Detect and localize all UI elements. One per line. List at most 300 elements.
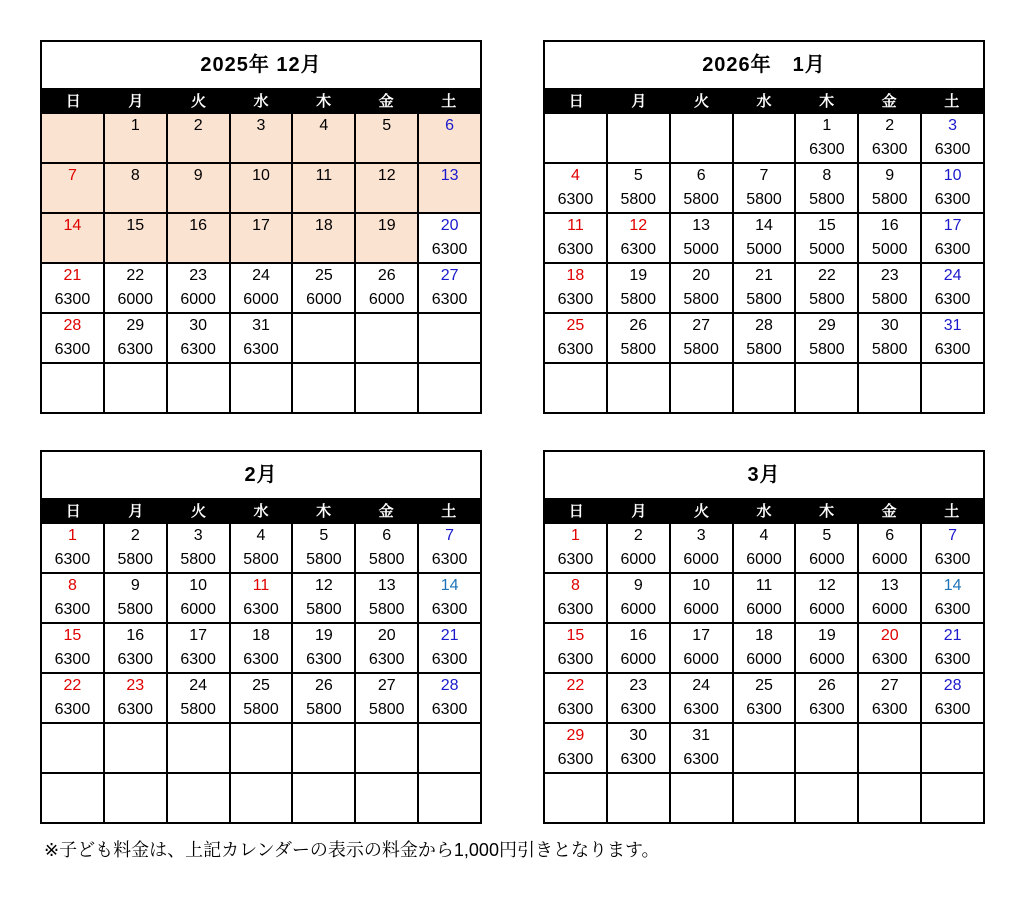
- day-number: 19: [314, 627, 333, 644]
- day-cell: [857, 214, 920, 262]
- day-price: [293, 338, 354, 362]
- day-number: [859, 364, 920, 388]
- day-cell: [920, 624, 983, 672]
- day-number: 9: [633, 577, 643, 594]
- week-row: [42, 672, 480, 722]
- day-price: [356, 748, 417, 772]
- day-cell: [732, 164, 795, 212]
- day-price: [922, 798, 983, 822]
- day-cell: [669, 364, 732, 412]
- day-cell: [291, 114, 354, 162]
- day-cell: [920, 524, 983, 572]
- day-cell: [606, 264, 669, 312]
- day-price: 6300: [243, 651, 279, 668]
- day-price: 5800: [871, 341, 908, 358]
- day-price: 5800: [746, 191, 782, 208]
- day-cell: [606, 164, 669, 212]
- day-cell: [545, 114, 606, 162]
- day-cell: [794, 624, 857, 672]
- day-price: 6300: [306, 651, 342, 668]
- day-cell: [166, 524, 229, 572]
- day-price: [168, 138, 229, 162]
- day-cell: [42, 524, 103, 572]
- weekday-header-row: [545, 500, 983, 524]
- day-number: [42, 114, 103, 138]
- day-cell: [417, 114, 480, 162]
- day-cell: [354, 574, 417, 622]
- day-cell: [606, 674, 669, 722]
- day-number: 15: [817, 217, 836, 234]
- day-number: 30: [189, 317, 208, 334]
- day-cell: [103, 314, 166, 362]
- day-cell: [166, 774, 229, 822]
- day-cell: [103, 574, 166, 622]
- day-number: [796, 774, 857, 798]
- day-number: 4: [759, 527, 769, 544]
- day-cell: [794, 314, 857, 362]
- day-number: 21: [63, 267, 82, 284]
- day-number: 14: [755, 217, 773, 234]
- day-number: 8: [67, 577, 77, 594]
- day-price: [356, 388, 417, 412]
- day-number: [671, 114, 732, 138]
- day-price: 6300: [746, 701, 782, 718]
- day-price: 5800: [368, 551, 405, 568]
- day-number: 20: [692, 267, 711, 284]
- day-price: 6300: [431, 601, 468, 618]
- day-price: 6300: [243, 341, 279, 358]
- day-price: [356, 238, 417, 262]
- day-price: 6300: [117, 341, 154, 358]
- day-cell: [417, 364, 480, 412]
- day-number: [734, 724, 795, 748]
- day-cell: [732, 264, 795, 312]
- day-number: 1: [570, 527, 580, 544]
- day-cell: [920, 114, 983, 162]
- day-cell: [354, 214, 417, 262]
- day-number: [293, 724, 354, 748]
- day-cell: [354, 524, 417, 572]
- day-cell: [103, 114, 166, 162]
- week-row: [545, 524, 983, 572]
- day-number: 24: [189, 677, 208, 694]
- day-cell: [103, 724, 166, 772]
- day-number: 26: [629, 317, 648, 334]
- weekday-label: 日: [568, 93, 584, 110]
- day-number: [231, 724, 292, 748]
- day-price: [42, 238, 103, 262]
- day-number: 21: [440, 627, 459, 644]
- weekday-label: 木: [819, 93, 835, 110]
- day-number: 10: [943, 167, 962, 184]
- day-number: 15: [63, 627, 82, 644]
- day-price: 6000: [620, 651, 657, 668]
- day-number: 18: [314, 217, 333, 234]
- day-price: [231, 188, 292, 212]
- week-row: [42, 524, 480, 572]
- day-price: 6300: [180, 651, 216, 668]
- day-number: [796, 364, 857, 388]
- day-number: 3: [696, 527, 706, 544]
- day-number: 8: [822, 167, 832, 184]
- day-price: 6300: [557, 651, 594, 668]
- day-number: [105, 364, 166, 388]
- day-price: 6000: [243, 291, 279, 308]
- day-number: [671, 364, 732, 388]
- day-price: 6000: [620, 551, 657, 568]
- day-price: 6300: [54, 701, 91, 718]
- calendar-mar: [543, 450, 985, 824]
- day-price: 6300: [431, 551, 468, 568]
- day-price: 6300: [934, 191, 971, 208]
- day-price: [671, 798, 732, 822]
- day-number: 14: [440, 577, 459, 594]
- day-price: [231, 798, 292, 822]
- weekday-label: 木: [819, 503, 835, 520]
- day-cell: [229, 724, 292, 772]
- day-number: [42, 364, 103, 388]
- weekday-label: 日: [568, 503, 584, 520]
- day-number: 27: [377, 677, 396, 694]
- day-number: 16: [629, 627, 648, 644]
- day-cell: [354, 774, 417, 822]
- day-cell: [794, 164, 857, 212]
- day-number: 10: [189, 577, 208, 594]
- day-cell: [166, 314, 229, 362]
- day-cell: [42, 774, 103, 822]
- day-number: 13: [377, 577, 396, 594]
- day-number: 17: [252, 217, 270, 234]
- day-cell: [732, 724, 795, 772]
- day-price: [168, 388, 229, 412]
- day-price: [168, 748, 229, 772]
- day-cell: [606, 774, 669, 822]
- day-price: [293, 748, 354, 772]
- day-number: 25: [755, 677, 773, 694]
- day-price: 5800: [871, 291, 908, 308]
- day-cell: [794, 674, 857, 722]
- day-cell: [103, 214, 166, 262]
- day-cell: [166, 364, 229, 412]
- day-cell: [732, 624, 795, 672]
- day-cell: [732, 774, 795, 822]
- day-price: 6300: [557, 551, 594, 568]
- day-number: 8: [570, 577, 580, 594]
- day-price: [231, 388, 292, 412]
- day-price: 6300: [557, 241, 594, 258]
- day-price: 6300: [54, 651, 91, 668]
- day-price: [734, 798, 795, 822]
- day-number: 23: [880, 267, 899, 284]
- day-cell: [417, 164, 480, 212]
- day-cell: [669, 164, 732, 212]
- day-number: [608, 774, 669, 798]
- day-number: [419, 314, 480, 338]
- day-cell: [857, 624, 920, 672]
- day-price: 6300: [809, 141, 845, 158]
- day-cell: [669, 674, 732, 722]
- day-cell: [545, 774, 606, 822]
- day-price: [796, 798, 857, 822]
- day-price: 6300: [871, 651, 908, 668]
- week-row: [42, 162, 480, 212]
- weekday-label: 火: [693, 503, 709, 520]
- day-cell: [354, 624, 417, 672]
- day-number: 6: [445, 117, 455, 134]
- day-cell: [417, 724, 480, 772]
- day-cell: [920, 214, 983, 262]
- weekday-label: 土: [944, 93, 960, 110]
- day-cell: [857, 574, 920, 622]
- day-number: 2: [633, 527, 643, 544]
- day-cell: [229, 164, 292, 212]
- day-number: [419, 724, 480, 748]
- week-row: [545, 362, 983, 412]
- day-number: [796, 724, 857, 748]
- day-cell: [291, 264, 354, 312]
- day-number: 23: [189, 267, 208, 284]
- day-number: 18: [566, 267, 585, 284]
- day-cell: [920, 574, 983, 622]
- day-price: [734, 748, 795, 772]
- day-price: 6300: [368, 651, 405, 668]
- day-price: [671, 388, 732, 412]
- day-price: 6300: [871, 701, 908, 718]
- weekday-label: 金: [881, 93, 897, 110]
- day-number: 27: [440, 267, 459, 284]
- day-price: 5800: [746, 341, 782, 358]
- day-number: 17: [692, 627, 711, 644]
- day-number: 19: [817, 627, 836, 644]
- day-number: 24: [252, 267, 270, 284]
- day-price: [105, 138, 166, 162]
- day-cell: [669, 724, 732, 772]
- day-cell: [732, 674, 795, 722]
- day-cell: [732, 314, 795, 362]
- day-number: [356, 314, 417, 338]
- weekday-label: 月: [128, 503, 144, 520]
- day-price: [105, 238, 166, 262]
- day-price: [231, 138, 292, 162]
- day-cell: [291, 724, 354, 772]
- day-number: [922, 724, 983, 748]
- day-number: 22: [817, 267, 836, 284]
- day-number: 31: [252, 317, 270, 334]
- day-price: 6000: [180, 601, 216, 618]
- day-number: [734, 774, 795, 798]
- day-number: 12: [629, 217, 648, 234]
- week-row: [545, 312, 983, 362]
- day-number: 11: [315, 167, 333, 184]
- day-price: 6300: [180, 341, 216, 358]
- week-row: [545, 212, 983, 262]
- day-cell: [794, 524, 857, 572]
- day-number: 29: [566, 727, 585, 744]
- day-price: [356, 338, 417, 362]
- day-cell: [857, 724, 920, 772]
- day-cell: [354, 114, 417, 162]
- weekday-label: 火: [190, 503, 206, 520]
- day-price: [859, 388, 920, 412]
- day-number: 9: [885, 167, 895, 184]
- child-price-note: ※子ども料金は、上記カレンダーの表示の料金から1,000円引きとなります。: [44, 840, 660, 860]
- calendar-title: 3月: [545, 452, 983, 500]
- day-cell: [794, 114, 857, 162]
- weekday-label: 火: [190, 93, 206, 110]
- day-number: [168, 774, 229, 798]
- day-price: 6300: [557, 291, 594, 308]
- day-price: 5800: [683, 291, 719, 308]
- weekday-label: 日: [65, 503, 81, 520]
- day-number: 26: [817, 677, 836, 694]
- day-price: 6300: [934, 341, 971, 358]
- weekday-label: 月: [128, 93, 144, 110]
- day-price: 6000: [809, 651, 845, 668]
- day-number: 24: [943, 267, 962, 284]
- day-number: 25: [566, 317, 585, 334]
- day-cell: [606, 624, 669, 672]
- day-price: [796, 388, 857, 412]
- day-cell: [545, 524, 606, 572]
- day-cell: [417, 524, 480, 572]
- day-number: 20: [377, 627, 396, 644]
- day-price: [859, 798, 920, 822]
- day-cell: [166, 264, 229, 312]
- day-cell: [794, 364, 857, 412]
- day-number: [42, 724, 103, 748]
- day-price: 6300: [934, 551, 971, 568]
- weekday-label: 土: [944, 503, 960, 520]
- day-price: 5000: [746, 241, 782, 258]
- week-row: [42, 622, 480, 672]
- day-number: 14: [943, 577, 962, 594]
- day-price: [168, 238, 229, 262]
- week-row: [42, 362, 480, 412]
- week-row: [545, 772, 983, 822]
- day-number: 31: [943, 317, 962, 334]
- day-cell: [291, 314, 354, 362]
- weekday-label: 木: [316, 93, 332, 110]
- weekday-label: 木: [316, 503, 332, 520]
- weekday-header-row: [42, 90, 480, 114]
- day-cell: [794, 574, 857, 622]
- day-number: 31: [692, 727, 711, 744]
- day-number: 6: [885, 527, 895, 544]
- day-cell: [42, 214, 103, 262]
- day-price: [105, 798, 166, 822]
- day-number: [168, 364, 229, 388]
- day-number: 1: [67, 527, 77, 544]
- weekday-label: 水: [253, 93, 269, 110]
- day-price: [105, 748, 166, 772]
- day-number: 11: [755, 577, 773, 594]
- day-number: 23: [126, 677, 145, 694]
- day-number: 29: [817, 317, 836, 334]
- day-number: 1: [130, 117, 140, 134]
- week-row: [545, 162, 983, 212]
- day-price: 5800: [809, 191, 845, 208]
- calendar-jan-2026: [543, 40, 985, 414]
- day-number: 16: [880, 217, 899, 234]
- day-price: 5800: [368, 701, 405, 718]
- day-price: [419, 188, 480, 212]
- day-cell: [229, 114, 292, 162]
- week-row: [42, 772, 480, 822]
- day-number: 3: [948, 117, 958, 134]
- day-price: [42, 188, 103, 212]
- day-cell: [669, 774, 732, 822]
- day-number: 2: [885, 117, 895, 134]
- day-cell: [354, 674, 417, 722]
- day-number: 7: [67, 167, 77, 184]
- day-cell: [354, 164, 417, 212]
- day-number: 18: [755, 627, 773, 644]
- day-cell: [229, 264, 292, 312]
- day-number: [545, 364, 606, 388]
- day-price: [42, 138, 103, 162]
- day-number: 28: [63, 317, 82, 334]
- day-number: 7: [948, 527, 958, 544]
- day-number: 27: [692, 317, 711, 334]
- week-row: [545, 572, 983, 622]
- day-cell: [794, 724, 857, 772]
- day-cell: [857, 314, 920, 362]
- day-number: 11: [567, 217, 584, 234]
- day-cell: [291, 574, 354, 622]
- day-number: 3: [193, 527, 203, 544]
- day-price: [293, 138, 354, 162]
- day-price: 5800: [620, 291, 657, 308]
- day-cell: [291, 164, 354, 212]
- day-cell: [669, 574, 732, 622]
- day-price: 5800: [117, 551, 154, 568]
- day-price: 6300: [934, 601, 971, 618]
- day-number: 22: [566, 677, 585, 694]
- weekday-label: 金: [378, 503, 394, 520]
- week-row: [42, 312, 480, 362]
- day-cell: [857, 114, 920, 162]
- day-price: [293, 798, 354, 822]
- day-number: 4: [319, 117, 329, 134]
- day-price: 5800: [180, 701, 216, 718]
- day-number: 22: [126, 267, 145, 284]
- day-cell: [545, 624, 606, 672]
- day-number: [608, 364, 669, 388]
- day-number: 13: [692, 217, 711, 234]
- day-cell: [229, 214, 292, 262]
- day-price: 6300: [934, 291, 971, 308]
- day-price: [922, 748, 983, 772]
- day-number: 4: [256, 527, 266, 544]
- day-number: 4: [570, 167, 580, 184]
- day-cell: [42, 574, 103, 622]
- day-price: 6000: [620, 601, 657, 618]
- day-cell: [166, 214, 229, 262]
- day-price: [922, 388, 983, 412]
- day-cell: [354, 364, 417, 412]
- day-cell: [732, 574, 795, 622]
- day-number: 10: [252, 167, 270, 184]
- day-number: 13: [440, 167, 459, 184]
- weekday-label: 日: [65, 93, 81, 110]
- day-price: 6000: [871, 551, 908, 568]
- day-price: [42, 798, 103, 822]
- day-price: 5800: [368, 601, 405, 618]
- day-number: 20: [880, 627, 899, 644]
- weekday-label: 月: [631, 93, 647, 110]
- day-number: 24: [692, 677, 711, 694]
- day-price: [608, 388, 669, 412]
